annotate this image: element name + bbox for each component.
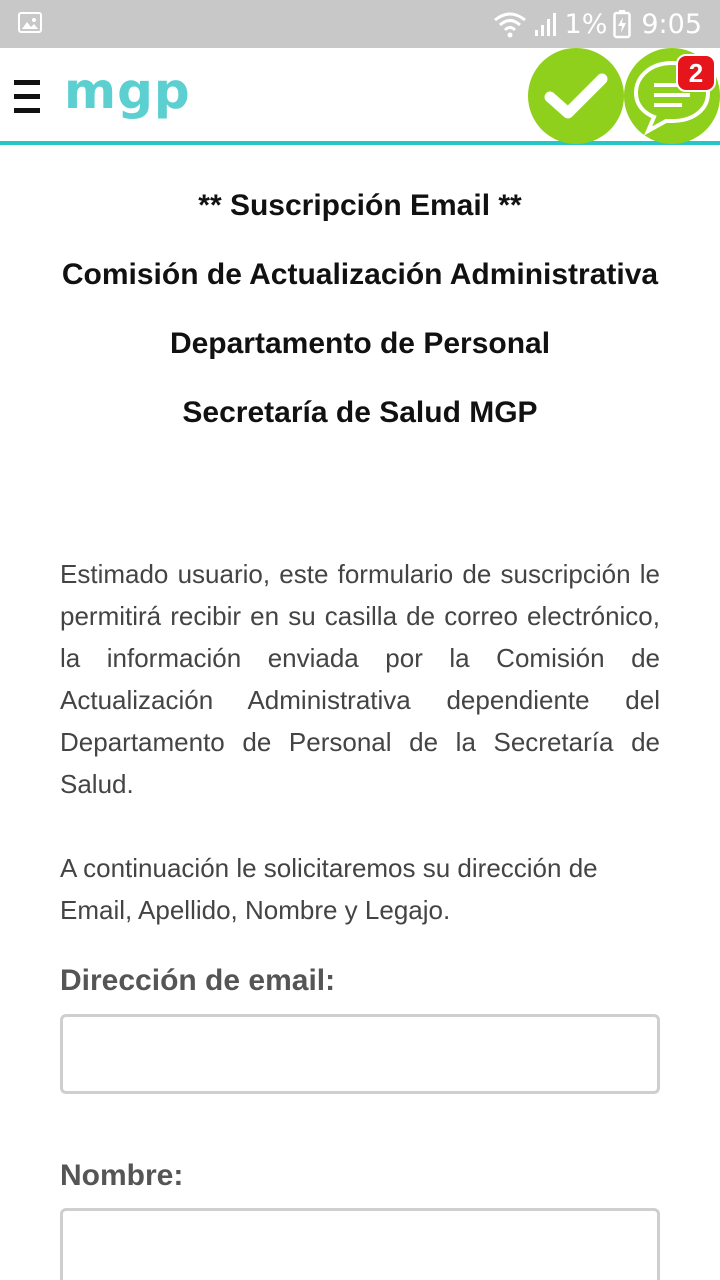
intro-paragraph: Estimado usuario, este formulario de suscripción le permitirá recibir en su casilla de correo electrónico, la información enviada por la Comisión de Actualización Administrativa dependiente del Departamento de Personal de la Secretaría de Salud.	[60, 559, 660, 799]
app-logo: mgp	[64, 62, 191, 120]
checkmark-icon	[544, 71, 608, 121]
battery-charging-icon	[613, 9, 631, 39]
nombre-field[interactable]	[60, 1208, 660, 1280]
secretariat-title: Secretaría de Salud MGP	[182, 396, 538, 429]
notification-badge: 2	[676, 54, 716, 92]
gallery-notification-icon	[18, 12, 42, 33]
email-field[interactable]	[60, 1014, 660, 1094]
commission-title: Comisión de Actualización Administrativa	[61, 258, 659, 291]
subscription-form-page	[60, 150, 660, 1280]
signal-icon	[533, 10, 559, 38]
clock: 9:05	[641, 8, 702, 40]
department-title: Departamento de Personal	[169, 327, 551, 360]
wifi-icon	[493, 10, 527, 38]
messages-button[interactable]	[624, 48, 720, 144]
battery-percentage: 1%	[564, 8, 608, 40]
hamburger-menu-icon[interactable]	[14, 77, 42, 117]
status-indicators	[493, 7, 702, 41]
instructions-paragraph: A continuación le solicitaremos su dirección de Email, Apellido, Nombre y Legajo.	[60, 853, 598, 925]
page-title: ** Suscripción Email **	[198, 189, 522, 222]
nombre-label: Nombre:	[60, 1159, 184, 1192]
app-header	[0, 48, 720, 145]
title-block	[60, 171, 660, 447]
email-label: Dirección de email:	[60, 964, 336, 997]
status-bar	[0, 0, 720, 48]
confirm-button[interactable]	[528, 48, 624, 144]
